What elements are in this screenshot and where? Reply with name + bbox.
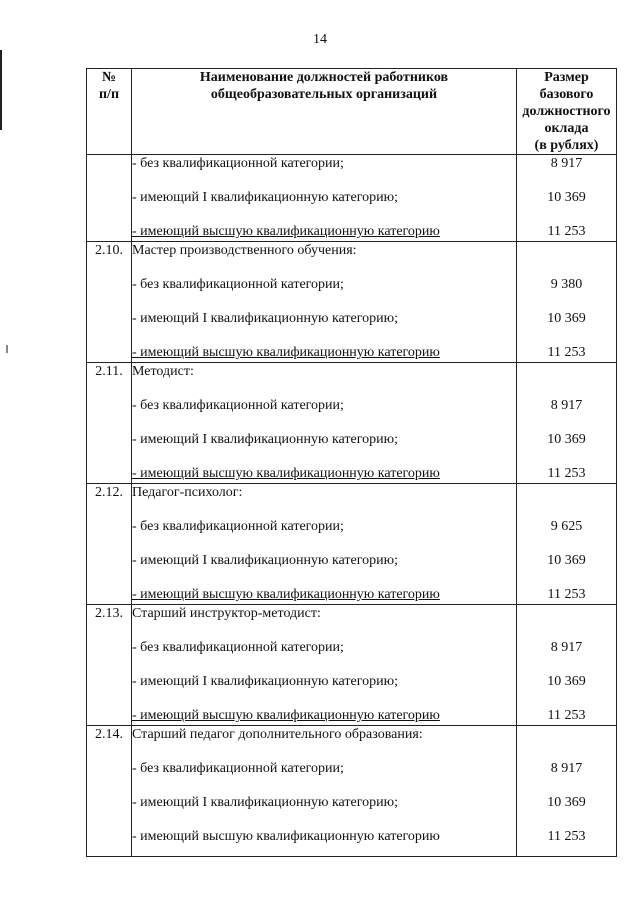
row-salary (517, 363, 617, 484)
header-salary-line: оклада (544, 121, 589, 136)
category-label: - без квалификационной категории; (132, 277, 344, 292)
header-salary-line: базового (539, 87, 594, 102)
salary-value: 11 253 (547, 587, 586, 602)
row-number: 2.10. (87, 242, 132, 363)
header-salary-line: должностного (522, 104, 611, 119)
row-salary (517, 484, 617, 605)
table-row (87, 155, 617, 242)
category-label: - имеющий высшую квалификационную категорию (132, 224, 440, 239)
row-number: 2.12. (87, 484, 132, 605)
salary-value: 11 253 (547, 345, 586, 360)
salary-value: 8 917 (550, 761, 583, 776)
header-name-line: общеобразовательных организаций (210, 87, 438, 102)
salary-value: 10 369 (547, 190, 586, 205)
category-label: - без квалификационной категории; (132, 156, 344, 171)
category-label: - имеющий высшую квалификационную категорию (132, 829, 440, 844)
row-number: 2.13. (87, 605, 132, 726)
salary-value: 10 369 (547, 432, 586, 447)
category-label: - имеющий I квалификационную категорию; (132, 311, 398, 326)
table-row (87, 363, 617, 484)
scan-edge-mark (0, 50, 2, 130)
salary-value: 8 917 (550, 156, 583, 171)
header-name-line: Наименование должностей работников (199, 70, 449, 85)
row-name (132, 363, 517, 484)
position-title: Методист: (132, 364, 194, 379)
salary-value: 11 253 (547, 708, 586, 723)
scan-dot-mark (6, 345, 8, 353)
table-row (87, 484, 617, 605)
category-label: - имеющий высшую квалификационную категорию (132, 708, 440, 723)
salary-value: 10 369 (547, 674, 586, 689)
category-label: - имеющий I квалификационную категорию; (132, 795, 398, 810)
table-row (87, 242, 617, 363)
row-name (132, 155, 517, 242)
position-title: Старший инструктор-методист: (132, 606, 321, 621)
category-label: - имеющий высшую квалификационную категорию (132, 466, 440, 481)
row-name (132, 242, 517, 363)
page-number: 14 (313, 32, 327, 47)
row-name (132, 605, 517, 726)
category-label: - имеющий высшую квалификационную категорию (132, 345, 440, 360)
salary-value: 10 369 (547, 795, 586, 810)
category-label: - имеющий I квалификационную категорию; (132, 553, 398, 568)
category-label: - без квалификационной категории; (132, 398, 344, 413)
row-number: 2.11. (87, 363, 132, 484)
row-number: 2.14. (87, 726, 132, 857)
salary-value: 8 917 (550, 398, 583, 413)
salary-value: 8 917 (550, 640, 583, 655)
salary-value: 11 253 (547, 466, 586, 481)
salary-value: 9 380 (550, 277, 583, 292)
category-label: - имеющий I квалификационную категорию; (132, 432, 398, 447)
row-name (132, 726, 517, 857)
row-name (132, 484, 517, 605)
salary-table (86, 68, 617, 857)
salary-value: 10 369 (547, 311, 586, 326)
table-row (87, 726, 617, 857)
header-number-line: № (101, 70, 117, 85)
salary-value: 11 253 (547, 829, 586, 844)
salary-value: 9 625 (550, 519, 583, 534)
category-label: - имеющий I квалификационную категорию; (132, 674, 398, 689)
table-header-row (87, 69, 617, 155)
header-salary-line: (в рублях) (534, 138, 599, 153)
header-number-line: п/п (98, 87, 120, 102)
salary-value: 11 253 (547, 224, 586, 239)
header-number (87, 69, 132, 155)
category-label: - без квалификационной категории; (132, 761, 344, 776)
header-salary (517, 69, 617, 155)
category-label: - без квалификационной категории; (132, 640, 344, 655)
category-label: - имеющий высшую квалификационную категорию (132, 587, 440, 602)
row-salary (517, 242, 617, 363)
row-salary (517, 605, 617, 726)
salary-value: 10 369 (547, 553, 586, 568)
row-salary (517, 726, 617, 857)
row-salary (517, 155, 617, 242)
position-title: Педагог-психолог: (132, 485, 243, 500)
row-number (87, 155, 132, 242)
header-position-name (132, 69, 517, 155)
header-salary-line: Размер (544, 70, 589, 85)
position-title: Старший педагог дополнительного образования: (132, 727, 423, 742)
position-title: Мастер производственного обучения: (132, 243, 357, 258)
category-label: - имеющий I квалификационную категорию; (132, 190, 398, 205)
table-row (87, 605, 617, 726)
category-label: - без квалификационной категории; (132, 519, 344, 534)
